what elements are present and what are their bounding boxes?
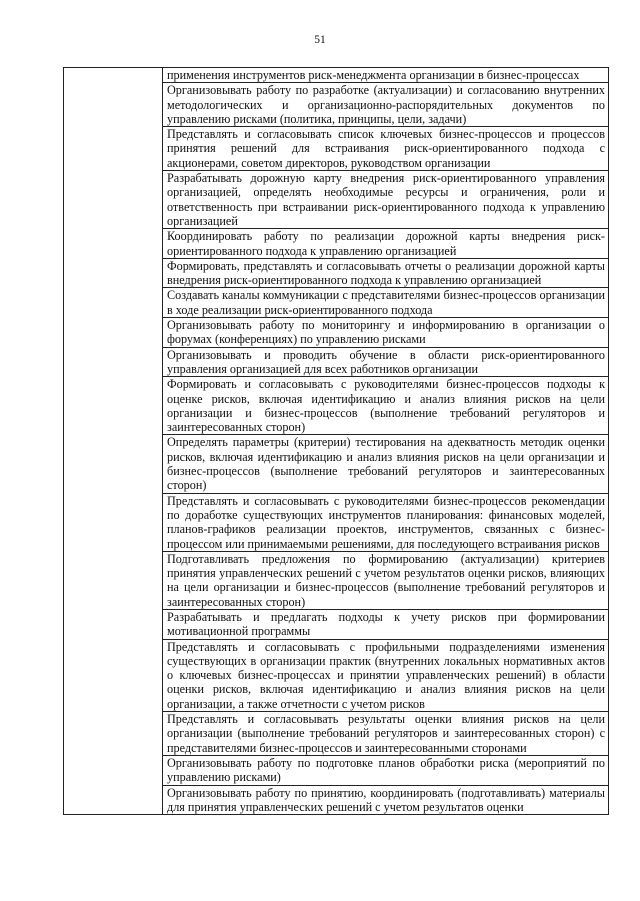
labor-functions-table <box>63 67 609 815</box>
table-cell-text: Представлять и согласовывать результаты оценки влияния рисков на цели организации (выполнение требований регуляторов и заинтересованных сторон) с представителями бизнес-процессов и заинтересованными сторонами <box>163 712 609 756</box>
table-cell-text: Формировать и согласовывать с руководителями бизнес-процессов подходы к оценке рисков, включая идентификацию и анализ влияния рисков на цели организации и бизнес-процессов (выполнение требований регуляторов и заинтересованных сторон) <box>163 377 609 435</box>
table-cell-text: применения инструментов риск-менеджмента организации в бизнес-процессах <box>163 68 609 83</box>
table-cell-text: Организовывать и проводить обучение в области риск-ориентированного управления организацией для всех работников организации <box>163 347 609 377</box>
table-cell-empty <box>64 68 163 815</box>
table-cell-text: Представлять и согласовывать список ключевых бизнес-процессов и процессов принятия решений для встраивания риск-ориентированного подхода с акционерами, советом директоров, руководством организации <box>163 127 609 171</box>
table-cell-text: Организовывать работу по принятию, координировать (подготавливать) материалы для принятия управленческих решений с учетом результатов оценки <box>163 785 609 815</box>
table-cell-text: Формировать, представлять и согласовывать отчеты о реализации дорожной карты внедрения риск-ориентированного подхода к управлению организацией <box>163 258 609 288</box>
table-cell-text: Подготавливать предложения по формированию (актуализации) критериев принятия управленческих решений с учетом результатов оценки рисков, влияющих на цели организации и бизнес-процессов (выполнение требований регуляторов и заинтересованных сторон) <box>163 551 609 609</box>
page-number: 51 <box>314 34 326 46</box>
table-cell-text: Представлять и согласовывать с профильными подразделениями изменения существующих в организации практик (внутренних локальных нормативных актов о ключевых бизнес-процессах и принятии управленческих решений) в области оценки рисков, включая идентификацию и анализ влияния рисков на цели организации, а также отчетности с учетом рисков <box>163 639 609 711</box>
table-cell-text: Организовывать работу по подготовке планов обработки риска (мероприятий по управлению рисками) <box>163 755 609 785</box>
table-row <box>64 68 609 83</box>
table-cell-text: Организовывать работу по мониторингу и информированию в организации о форумах (конференциях) по управлению рисками <box>163 318 609 348</box>
table-cell-text: Координировать работу по реализации дорожной карты внедрения риск-ориентированного подхода к управлению организацией <box>163 229 609 259</box>
table-cell-text: Создавать каналы коммуникации с представителями бизнес-процессов организации в ходе реализации риск-ориентированного подхода <box>163 288 609 318</box>
table-cell-text: Разрабатывать и предлагать подходы к учету рисков при формировании мотивационной программы <box>163 609 609 639</box>
table-cell-text: Представлять и согласовывать с руководителями бизнес-процессов рекомендации по доработке существующих инструментов планирования: финансовых моделей, планов-графиков реализации проектов, инструментов, связанных с бизнес-процессом или принимаемыми решениями, для последующего встраивания рисков <box>163 493 609 551</box>
table-cell-text: Организовывать работу по разработке (актуализации) и согласованию внутренних методологических и организационно-распорядительных документов по управлению рисками (политика, принципы, цели, задачи) <box>163 83 609 127</box>
table-cell-text: Определять параметры (критерии) тестирования на адекватность методик оценки рисков, включая идентификацию и анализ влияния рисков на цели организации и бизнес-процессов (выполнение требований регуляторов и заинтересованных сторон) <box>163 435 609 493</box>
table-cell-text: Разрабатывать дорожную карту внедрения риск-ориентированного управления организацией, определять необходимые ресурсы и ограничения, роли и ответственность при встраивании риск-ориентированного подхода к управлению организацией <box>163 171 609 229</box>
